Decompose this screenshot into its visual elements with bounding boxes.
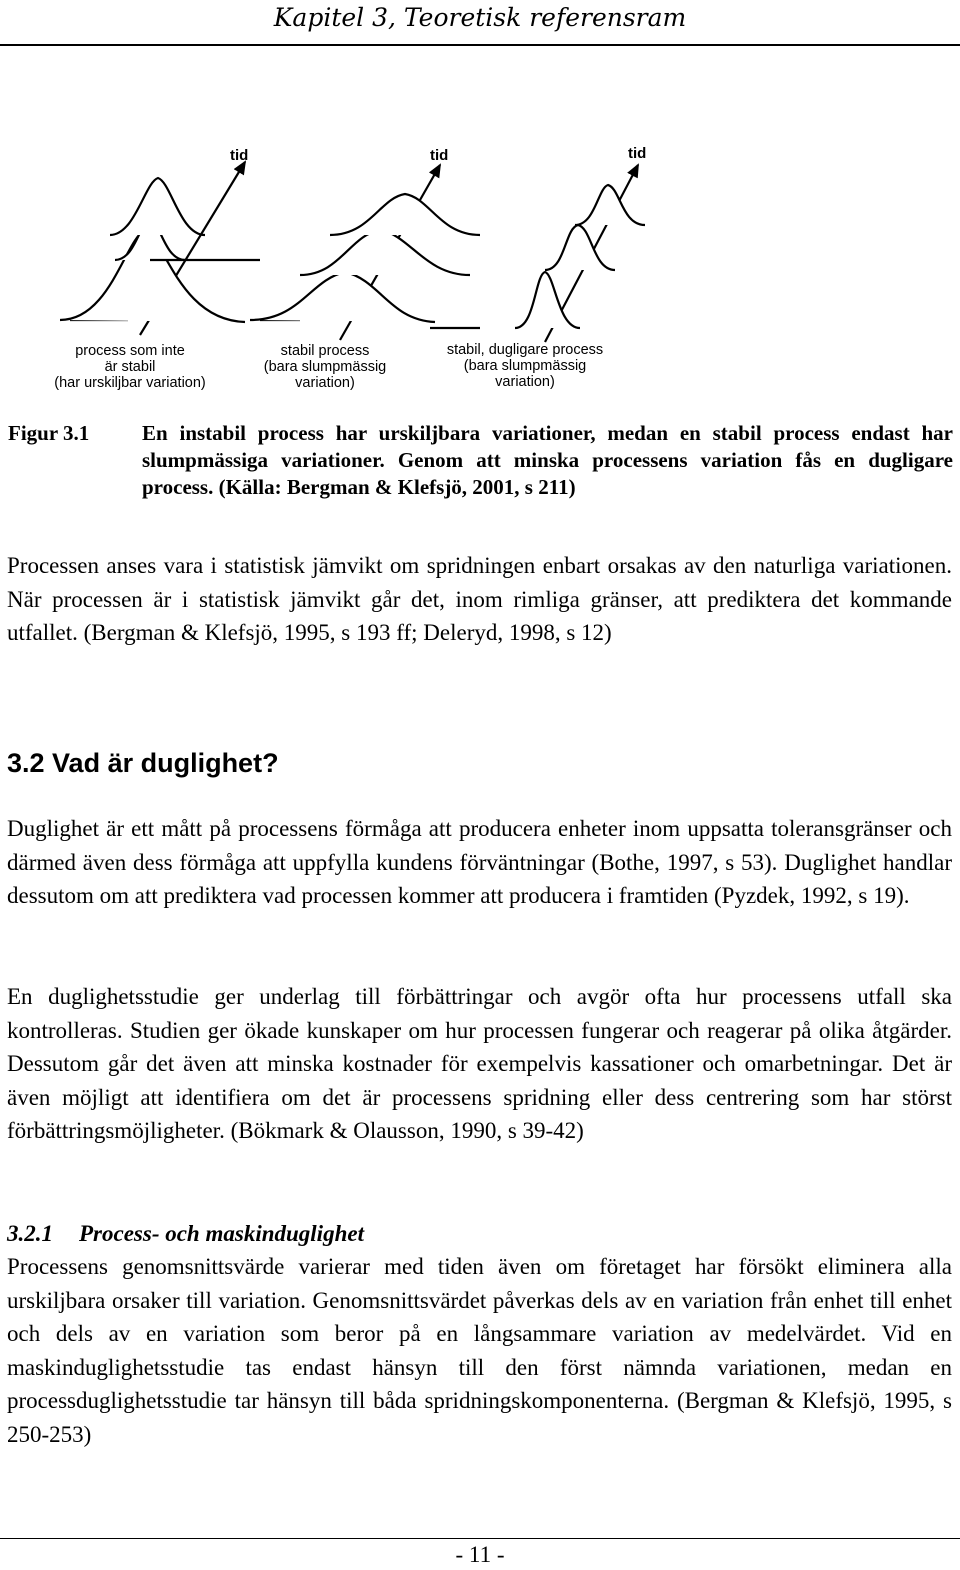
panel-3-diagram (430, 165, 645, 342)
paragraph-capability-study: En duglighetsstudie ger underlag till förbättringar och avgör ofta hur processens utfall ska kontrolleras. Studien ger ökade kunskaper om hur processen fungerar och reagerar på olika åtgärder. Dessutom går det även att minska kostnader för exempelvis kassationer och omarbetningar. Det är även möjligt att identifiera om det är processens spridning eller dess centrering som har störst förbättringsmöjligheter. (Bökmark & Olausson, 1990, s 39-42) (7, 984, 952, 1144)
page-number: - 11 - (455, 1542, 505, 1567)
header-rule (0, 44, 960, 46)
time-axis-label-2: tid (430, 147, 449, 164)
figure-caption-text: En instabil process har urskiljbara variationer, medan en stabil process endast har slumpmässiga variationer. Genom att minska processens variation fås en dugligare process. (Källa: Bergman & Klefsjö, 2001, s 211) (142, 421, 953, 499)
figure-caption (8, 420, 953, 501)
paragraph-capability-definition: Duglighet är ett mått på processens förmåga att producera enheter inom uppsatta toleransgränser och därmed även dess förmåga att uppfylla kundens förväntningar (Bothe, 1997, s 53). Duglighet handlar dessutom om att prediktera vad processen kommer att producera i framtiden (Pyzdek, 1992, s 19). (7, 816, 952, 909)
panel-2-diagram (250, 165, 480, 340)
subsection-number: 3.2.1 (7, 1221, 53, 1246)
panel-3-label: stabil, dugligare process (bara slumpmässig variation) (446, 342, 604, 390)
section-heading: 3.2 Vad är duglighet? (7, 748, 279, 778)
chapter-header: Kapitel 3, Teoretisk referensram (273, 3, 687, 32)
panel-2-label: stabil process (bara slumpmässig variation) (263, 343, 387, 391)
paragraph-statistical-equilibrium: Processen anses vara i statistisk jämvikt om spridningen enbart orsakas av den naturliga variationen. När processen är i statistisk jämvikt går det, inom rimliga gränser, att prediktera det kommande utfallet. (Bergman & Klefsjö, 1995, s 193 ff; Deleryd, 1998, s 12) (7, 553, 952, 646)
time-axis-label-1: tid (230, 147, 249, 164)
subsection-title: Process- och maskinduglighet (79, 1221, 364, 1246)
figure-number: Figur 3.1 (8, 421, 90, 445)
footer-rule (0, 1538, 960, 1539)
paragraph-process-machine-capability: Processens genomsnittsvärde varierar med tiden även om företaget har försökt eliminera alla urskiljbara orsaker till variation. Genomsnittsvärdet påverkas dels av en variation från enhet till enhet och dels av en variation som beror på en långsammare variation av medelvärdet. Vid en maskinduglighetsstudie tas endast hänsyn till den först nämnda variationen, medan en processduglighetsstudie tar hänsyn till båda spridningskomponenterna. (Bergman & Klefsjö, 1995, s 250-253) (7, 1254, 952, 1447)
time-axis-label-3: tid (628, 145, 647, 162)
panel-1-diagram (60, 162, 260, 335)
panel-1-label: process som inte är stabil (har urskiljbar variation) (54, 343, 206, 391)
subsection-heading (7, 1217, 364, 1250)
